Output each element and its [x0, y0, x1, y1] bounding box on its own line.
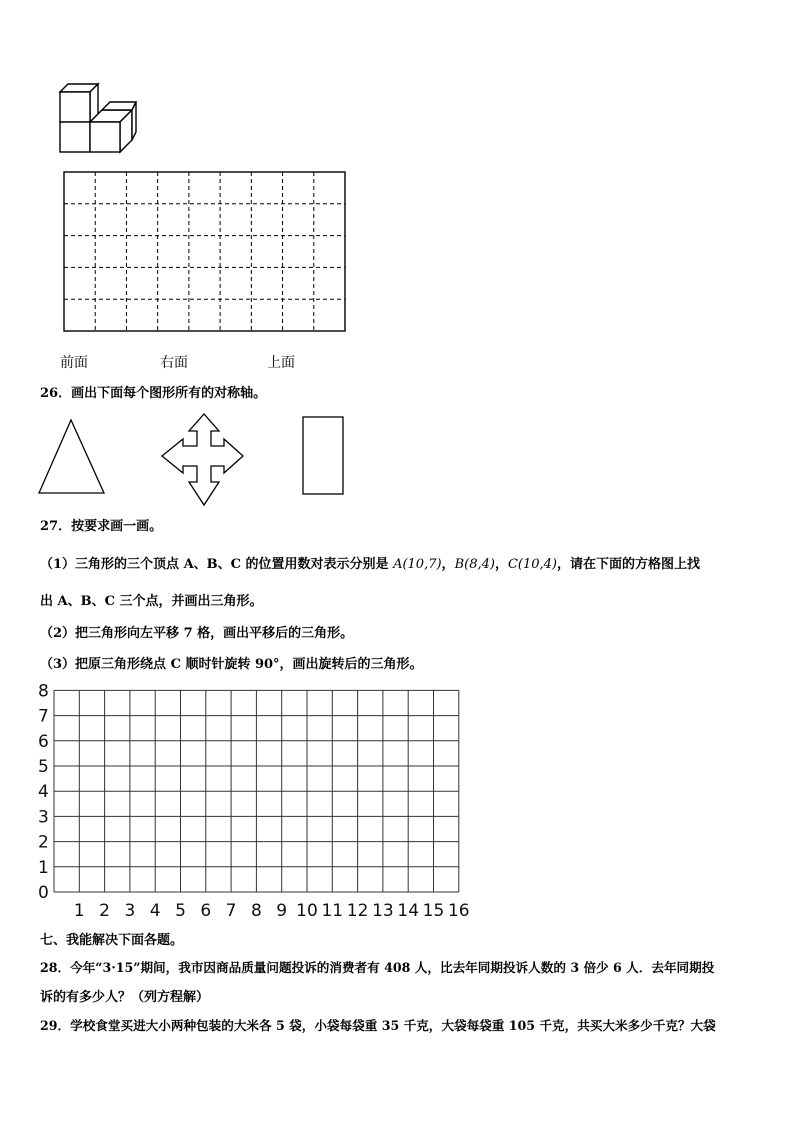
- x-tick-label: 14: [397, 901, 420, 921]
- point-a: A(10,7): [393, 557, 442, 572]
- view-label-right: 右面: [160, 355, 188, 371]
- symmetry-shapes: [36, 410, 356, 510]
- section-7-title: 七、我能解决下面各题。: [40, 933, 184, 948]
- y-tick-label: 4: [38, 782, 49, 803]
- four-arrow-shape: [162, 414, 243, 505]
- view-label-top: 上面: [267, 355, 295, 371]
- y-tick-label: 0: [38, 883, 49, 903]
- x-tick-label: 10: [296, 901, 318, 921]
- x-tick-label: 4: [149, 901, 161, 921]
- question-29-line1: 29．学校食堂买进大小两种包装的大米各 5 袋，小袋每袋重 35 千克，大袋每袋重 105 千克，共买大米多少千克？大袋: [40, 1018, 716, 1033]
- comma: ，: [494, 557, 508, 572]
- question-28-line2: 诉的有多少人？（列方程解）: [40, 990, 210, 1005]
- x-tick-label: 1: [73, 901, 85, 921]
- y-tick-label: 7: [38, 706, 49, 727]
- view-drawing-grid: [63, 171, 347, 333]
- triangle-shape: [39, 420, 104, 493]
- x-tick-label: 7: [225, 901, 237, 921]
- question-27-title: 27．按要求画一画。: [40, 519, 163, 534]
- x-tick-label: 6: [200, 901, 212, 921]
- x-tick-label: 8: [250, 901, 262, 921]
- question-27-line1: [40, 558, 700, 571]
- view-label-front: 前面: [60, 355, 88, 371]
- x-tick-label: 3: [124, 901, 136, 921]
- y-tick-label: 6: [38, 731, 49, 752]
- x-tick-label: 15: [422, 901, 445, 921]
- x-tick-label: 2: [99, 901, 111, 921]
- x-tick-label: 5: [175, 901, 186, 921]
- x-tick-label: 11: [321, 901, 344, 921]
- y-tick-label: 1: [38, 857, 49, 878]
- question-27-line3: （2）把三角形向左平移 7 格，画出平移后的三角形。: [40, 626, 354, 641]
- question-27-line2: 出 A、B、C 三个点，并画出三角形。: [40, 594, 263, 609]
- question-27-line4: （3）把原三角形绕点 C 顺时针旋转 90°，画出旋转后的三角形。: [40, 657, 423, 672]
- q27-line1-start: （1）三角形的三个顶点 A、B、C 的位置用数对表示分别是: [40, 557, 389, 572]
- y-tick-label: 5: [38, 757, 49, 777]
- point-b: B(8,4): [454, 557, 495, 572]
- q27-line1-end: ，请在下面的方格图上找: [557, 557, 701, 572]
- coordinate-grid: [34, 680, 484, 922]
- rectangle-shape: [303, 417, 343, 494]
- comma: ，: [441, 557, 455, 572]
- x-tick-label: 13: [372, 901, 394, 921]
- y-tick-label: 8: [38, 681, 49, 702]
- point-c: C(10,4): [507, 557, 557, 572]
- x-tick-label: 9: [276, 901, 288, 921]
- y-tick-label: 2: [38, 832, 49, 853]
- y-tick-label: 3: [38, 807, 49, 828]
- x-tick-label: 16: [447, 901, 470, 921]
- cube-stack-figure: [56, 82, 142, 154]
- x-tick-label: 12: [346, 901, 369, 921]
- question-26: 26．画出下面每个图形所有的对称轴。: [40, 386, 267, 401]
- question-28-line1: 28．今年“3·15”期间，我市因商品质量问题投诉的消费者有 408 人，比去年同期投诉人数的 3 倍少 6 人．去年同期投: [40, 960, 715, 975]
